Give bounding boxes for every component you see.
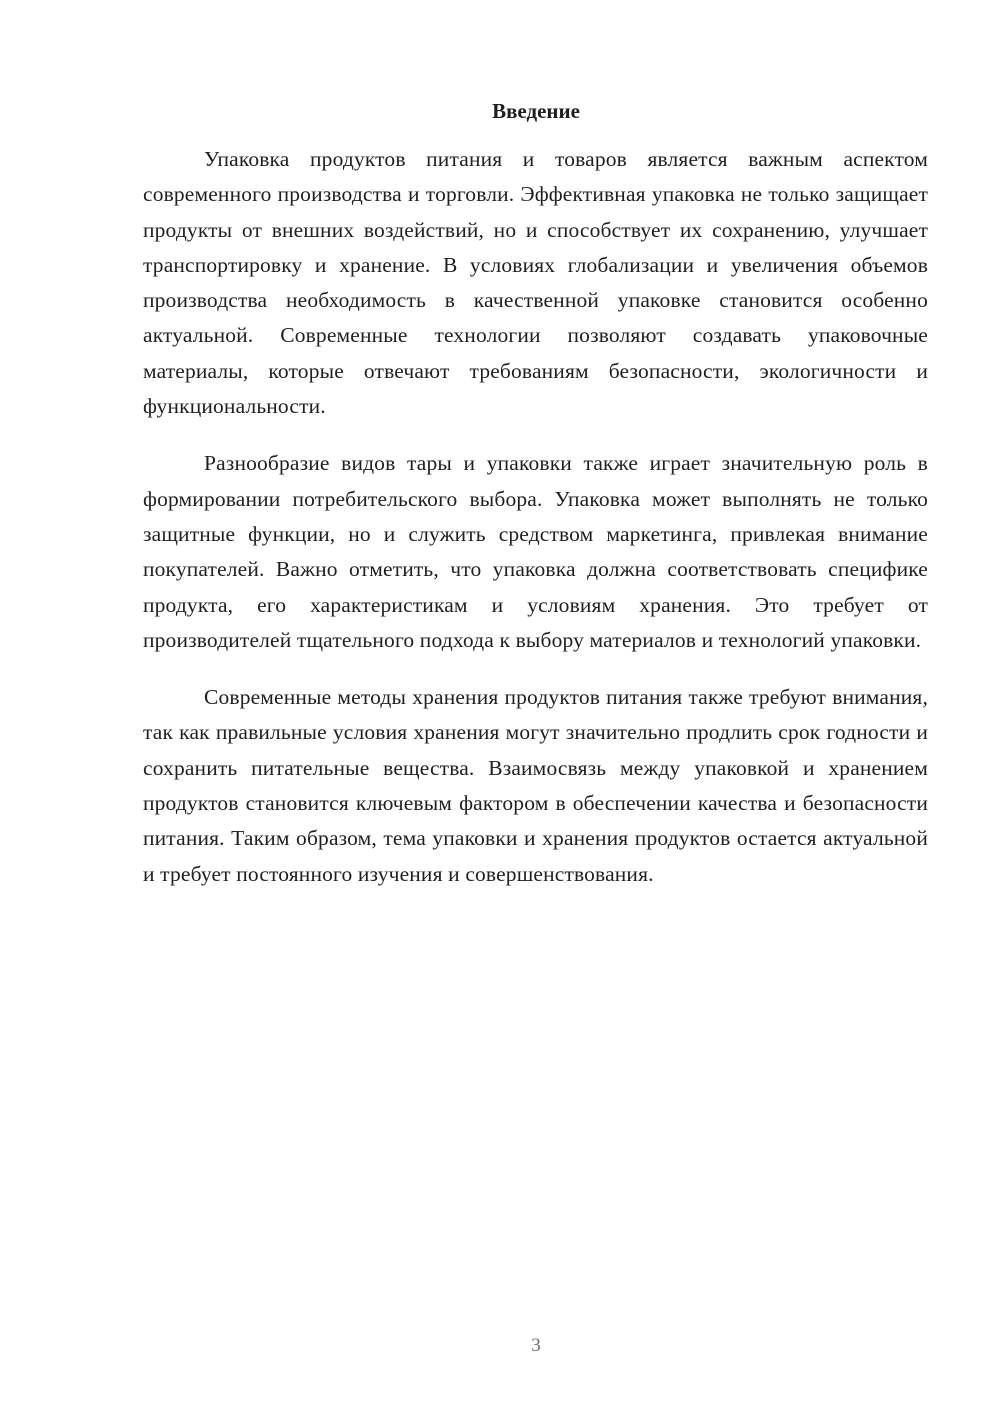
page-number: 3 (531, 1335, 541, 1356)
body-text (143, 142, 928, 914)
paragraph-2: Разнообразие видов тары и упаковки также играет значительную роль в формировании потребительского выбора. Упаковка может выполнять не только защитные функции, но и служить средством маркетинга, привлекая внимание покупателей. Важно отметить, что упаковка должна соответствовать специфике продукта, его характеристикам и условиям хранения. Это требует от производителей тщательного подхода к выбору материалов и технологий упаковки. (143, 451, 928, 652)
paragraph-3: Современные методы хранения продуктов питания также требуют внимания, так как правильные условия хранения могут значительно продлить срок годности и сохранить питательные вещества. Взаимосвязь между упаковкой и хранением продуктов становится ключевым фактором в обеспечении качества и безопасности питания. Таким образом, тема упаковки и хранения продуктов остается актуальной и требует постоянного изучения и совершенствования. (143, 685, 928, 886)
paragraph-1: Упаковка продуктов питания и товаров является важным аспектом современного производства и торговли. Эффективная упаковка не только защищает продукты от внешних воздействий, но и способствует их сохранению, улучшает транспортировку и хранение. В условиях глобализации и увеличения объемов производства необходимость в качественной упаковке становится особенно актуальной. Современные технологии позволяют создавать упаковочные материалы, которые отвечают требованиям безопасности, экологичности и функциональности. (143, 147, 928, 419)
section-title: Введение (492, 99, 580, 123)
